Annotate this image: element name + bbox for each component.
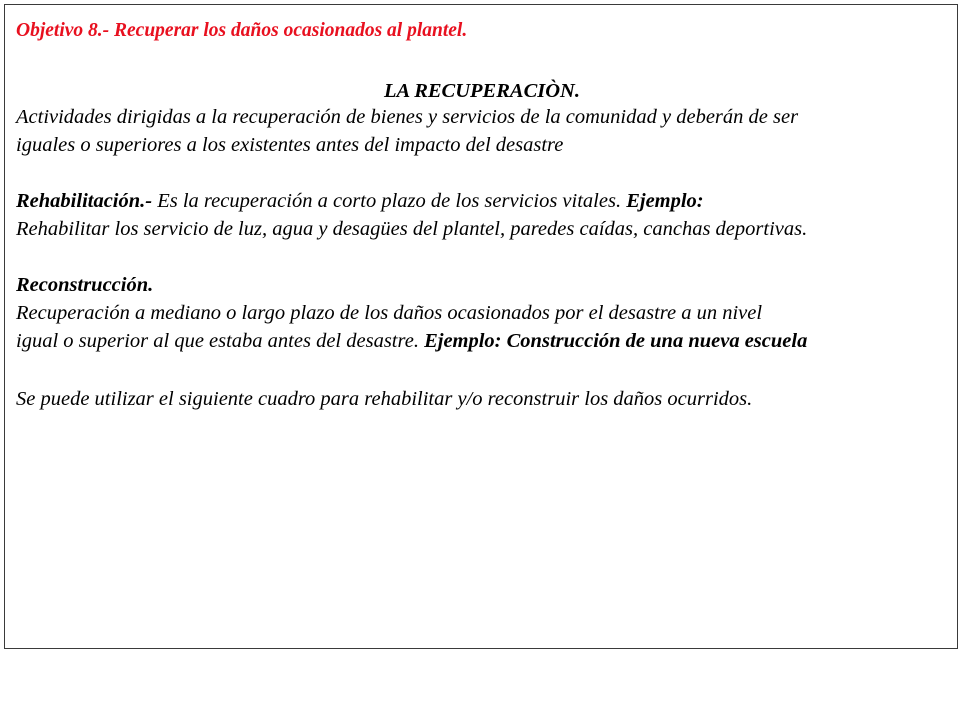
reconstruction-definition-text: igual o superior al que estaba antes del desastre.: [16, 330, 425, 352]
rehabilitation-definition-text: Es la recuperación a corto plazo de los servicios vitales.: [152, 190, 627, 212]
recovery-description-line-1: Actividades dirigidas a la recuperación de bienes y servicios de la comunidad y deberán de ser: [16, 106, 799, 128]
closing-note: Se puede utilizar el siguiente cuadro para rehabilitar y/o reconstruir los daños ocurridos.: [16, 388, 753, 410]
content-frame: [4, 4, 958, 649]
reconstruction-definition-line-1: Recuperación a mediano o largo plazo de los daños ocasionados por el desastre a un nivel: [16, 302, 763, 324]
reconstruction-definition-line-2: [16, 329, 807, 353]
rehabilitation-example: Rehabilitar los servicio de luz, agua y desagües del plantel, paredes caídas, canchas deportivas.: [16, 218, 808, 240]
reconstruction-example: Ejemplo: Construcción de una nueva escuela: [424, 330, 808, 352]
objective-title: Objetivo 8.- Recuperar los daños ocasionados al plantel.: [16, 20, 468, 41]
rehabilitation-example-label: Ejemplo:: [626, 190, 704, 212]
recovery-heading: LA RECUPERACIÒN.: [384, 80, 580, 102]
rehabilitation-term: Rehabilitación.-: [16, 190, 153, 212]
rehabilitation-definition: [16, 189, 704, 213]
recovery-description-line-2: iguales o superiores a los existentes antes del impacto del desastre: [16, 134, 564, 156]
reconstruction-term: Reconstrucción.: [16, 274, 154, 296]
